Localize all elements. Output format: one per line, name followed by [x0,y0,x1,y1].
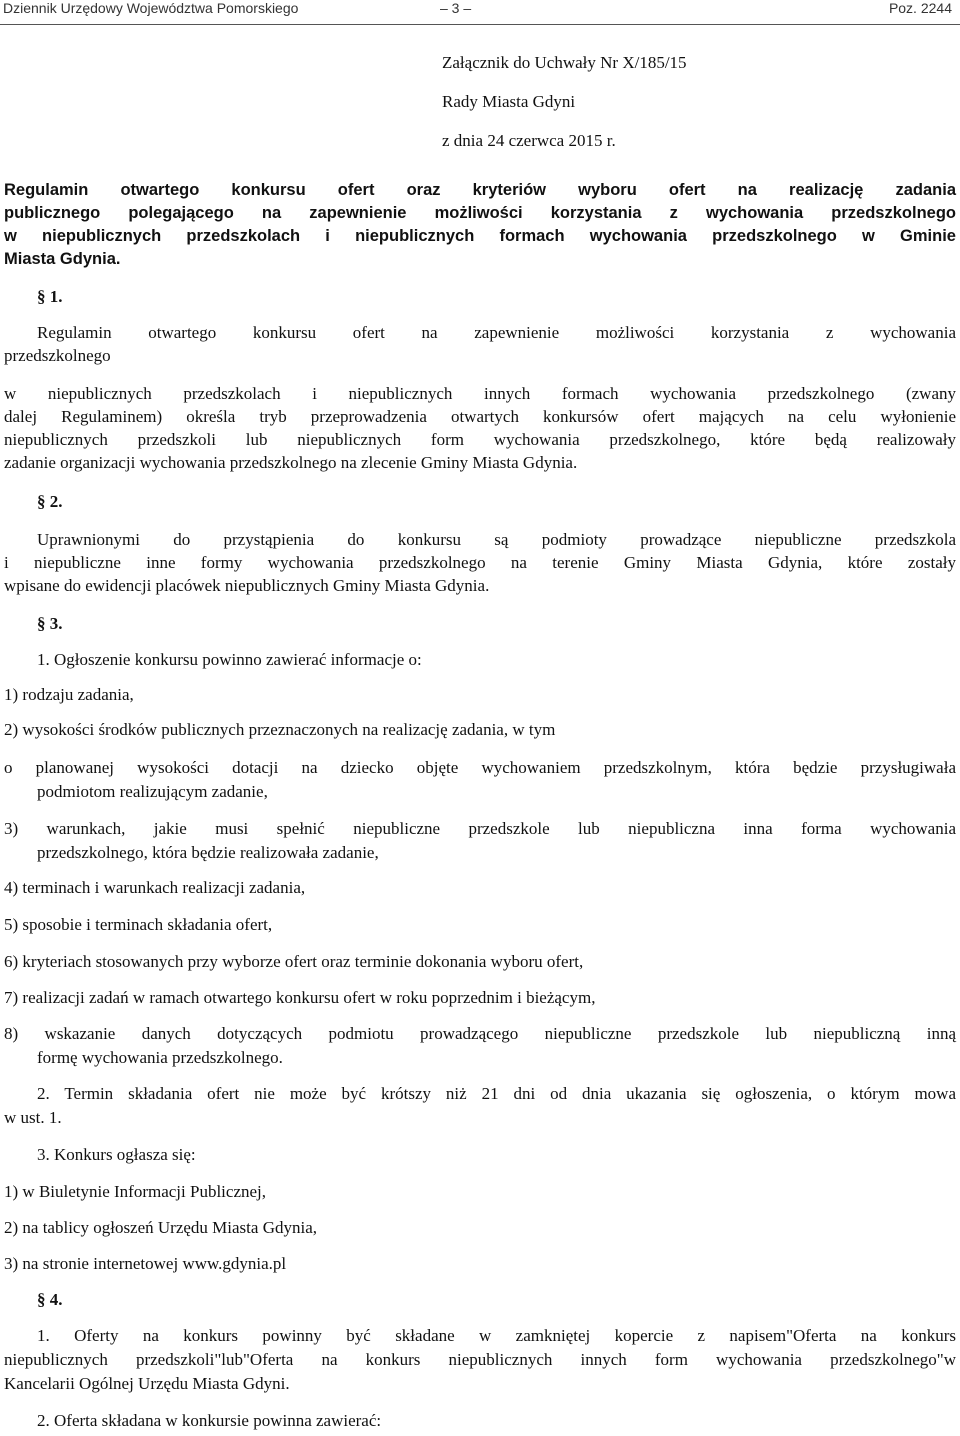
list-item-7: 7) realizacji zadań w ramach otwartego konkursu ofert w roku poprzednim i bieżącym, [4,988,596,1007]
section-2-line-2: i niepubliczne inne formy wychowania przedszkolnego na terenie Gminy Miasta Gdynia, które zostały [4,553,956,572]
list-item-8-line-2: formę wychowania przedszkolnego. [37,1048,283,1067]
section-1-line-2: przedszkolnego [4,346,111,365]
annex-line-2: Rady Miasta Gdyni [442,92,576,111]
section-2-line-1: Uprawnionymi do przystąpienia do konkursu są podmioty prowadzące niepubliczne przedszkola [37,530,956,549]
annex-line-3: z dnia 24 czerwca 2015 r. [442,131,616,150]
section-1-line-6: zadanie organizacji wychowania przedszkolnego na zlecenie Gminy Miasta Gdynia. [4,453,578,472]
section-2-line-3: wpisane do ewidencji placówek niepublicznych Gminy Miasta Gdynia. [4,576,490,595]
title-line-3: w niepublicznych przedszkolach i niepublicznych formach wychowania przedszkolnego w Gminie [4,227,956,245]
list-item-3-line-2: przedszkolnego, która będzie realizowała zadanie, [37,843,379,862]
section-4-para-1-line-1: 1. Oferty na konkurs powinny być składane w zamkniętej kopercie z napisem"Oferta na konkurs [37,1326,956,1345]
announce-item-3: 3) na stronie internetowej www.gdynia.pl [4,1254,287,1273]
list-item-8-line-1: 8) wskazanie danych dotyczących podmiotu prowadzącego niepubliczne przedszkole lub niepubliczną inną [4,1024,956,1043]
title-line-4: Miasta Gdynia. [4,250,121,268]
list-item-5: 5) sposobie i terminach składania ofert, [4,915,273,934]
section-3-para-3: 3. Konkurs ogłasza się: [37,1145,196,1164]
section-1-line-4: dalej Regulaminem) określa tryb przeprowadzenia otwartych konkursów ofert mających na celu wyłonienie [4,407,956,426]
page-number: – 3 – [440,0,472,16]
section-3-para-2-line-1: 2. Termin składania ofert nie może być krótszy niż 21 dni od dnia ukazania się ogłoszenia, o którym mowa [37,1084,956,1103]
list-item-4: 4) terminach i warunkach realizacji zadania, [4,878,306,897]
list-item-2-cont-2: podmiotom realizującym zadanie, [37,782,268,801]
title-line-2: publicznego polegającego na zapewnienie możliwości korzystania z wychowania przedszkolnego [4,204,956,222]
list-item-2-cont-1: o planowanej wysokości dotacji na dziecko objęte wychowaniem przedszkolnym, która będzie przysługiwała [4,758,956,777]
list-item-3-line-1: 3) warunkach, jakie musi spełnić niepubliczne przedszkole lub niepubliczna inna forma wychowania [4,819,956,838]
section-1-label: § 1. [37,287,63,306]
section-1-line-3: w niepublicznych przedszkolach i niepublicznych innych formach wychowania przedszkolnego (zwany [4,384,956,403]
annex-line-1: Załącznik do Uchwały Nr X/185/15 [442,53,687,72]
list-item-1: 1) rodzaju zadania, [4,685,134,704]
section-1-line-5: niepublicznych przedszkoli lub niepublicznych form wychowania przedszkolnego, które będą realizowały [4,430,956,449]
section-1-line-1: Regulamin otwartego konkursu ofert na zapewnienie możliwości korzystania z wychowania [37,323,956,342]
section-3-para-2-line-2: w ust. 1. [4,1108,62,1127]
section-3-label: § 3. [37,614,63,633]
announce-item-2: 2) na tablicy ogłoszeń Urzędu Miasta Gdynia, [4,1218,317,1237]
section-2-label: § 2. [37,492,63,511]
item-number: Poz. 2244 [888,0,952,16]
section-4-para-1-line-2: niepublicznych przedszkoli"lub"Oferta na konkurs niepublicznych innych form wychowania przedszkolnego"w [4,1350,956,1369]
section-3-para-1: 1. Ogłoszenie konkursu powinno zawierać informacje o: [37,650,422,669]
page-header [0,0,960,25]
journal-name: Dziennik Urzędowy Województwa Pomorskiego [3,0,299,16]
title-line-1: Regulamin otwartego konkursu ofert oraz kryteriów wyboru ofert na realizację zadania [4,181,956,199]
section-4-para-2: 2. Oferta składana w konkursie powinna zawierać: [37,1411,382,1430]
section-4-para-1-line-3: Kancelarii Ogólnej Urzędu Miasta Gdyni. [4,1374,290,1393]
list-item-6: 6) kryteriach stosowanych przy wyborze ofert oraz terminie dokonania wyboru ofert, [4,952,584,971]
section-4-label: § 4. [37,1290,63,1309]
announce-item-1: 1) w Biuletynie Informacji Publicznej, [4,1182,267,1201]
list-item-2: 2) wysokości środków publicznych przeznaczonych na realizację zadania, w tym [4,720,556,739]
